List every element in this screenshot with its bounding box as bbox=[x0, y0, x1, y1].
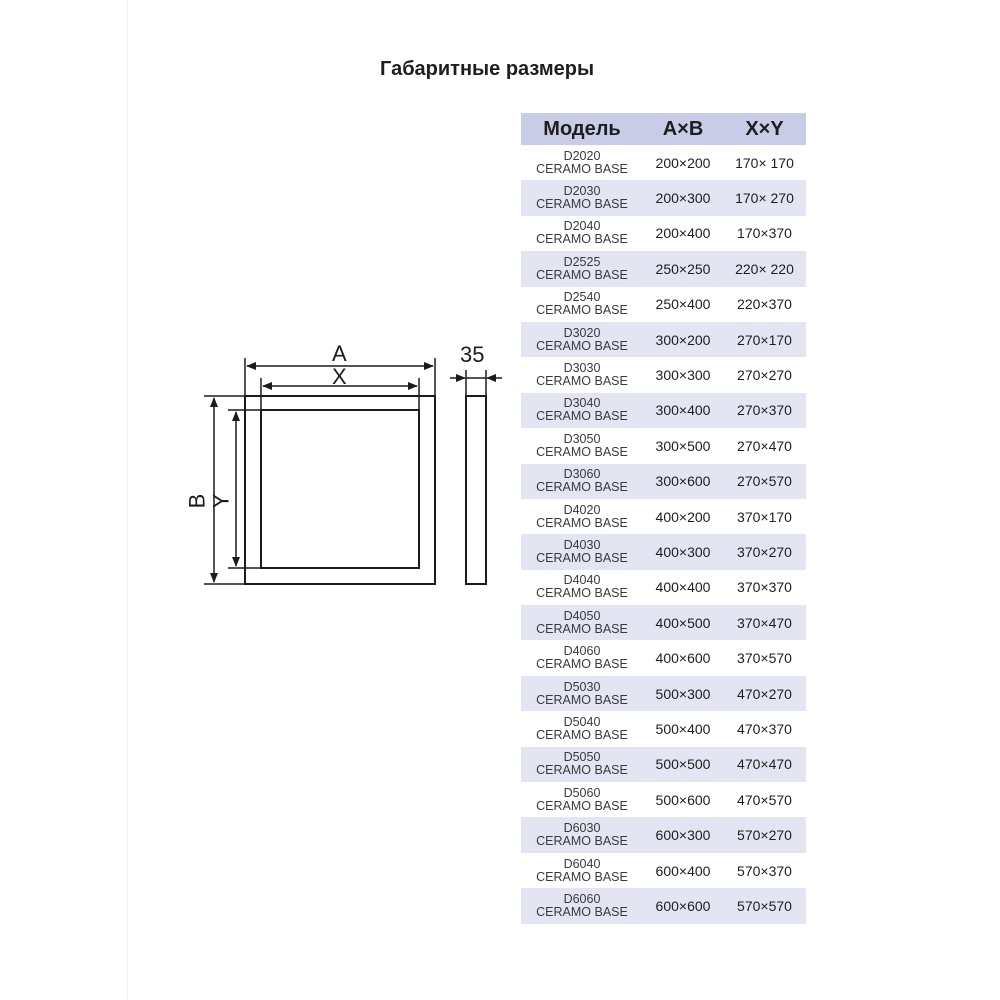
model-code: D3060 bbox=[563, 467, 601, 482]
model-code: D2020 bbox=[563, 148, 601, 163]
xy-cell: 220× 220 bbox=[735, 260, 794, 277]
model-code: D6060 bbox=[563, 891, 601, 906]
ab-cell: 500×300 bbox=[655, 685, 711, 702]
model-code: D4050 bbox=[563, 608, 601, 623]
model-code: D2540 bbox=[563, 290, 601, 305]
model-cell bbox=[521, 433, 643, 459]
xy-cell: 170× 270 bbox=[735, 190, 794, 207]
model-code: D2030 bbox=[563, 184, 601, 199]
model-code: D4060 bbox=[563, 644, 601, 659]
model-code: D4040 bbox=[563, 573, 601, 588]
ab-cell: 500×400 bbox=[655, 720, 711, 737]
xy-cell: 270×470 bbox=[737, 437, 792, 454]
dimension-label-a: A bbox=[332, 341, 347, 366]
model-cell bbox=[521, 539, 643, 565]
dimension-label-b: B bbox=[184, 493, 210, 509]
table-row bbox=[521, 499, 806, 534]
model-cell bbox=[521, 716, 643, 742]
model-series: CERAMO BASE bbox=[536, 480, 628, 495]
xy-cell: 570×370 bbox=[737, 862, 792, 879]
table-row bbox=[521, 605, 806, 640]
table-header bbox=[521, 113, 806, 145]
xy-cell: 370×470 bbox=[737, 614, 792, 631]
page-margin-line bbox=[127, 0, 128, 1000]
ab-cell: 500×500 bbox=[655, 756, 711, 773]
dimension-drawing bbox=[184, 330, 520, 600]
model-cell bbox=[521, 893, 643, 919]
xy-cell: 270×170 bbox=[737, 331, 792, 348]
ab-cell: 400×300 bbox=[655, 543, 711, 560]
model-cell bbox=[521, 681, 643, 707]
table-row bbox=[521, 393, 806, 428]
xy-cell: 370×370 bbox=[737, 579, 792, 596]
model-code: D5060 bbox=[563, 785, 601, 800]
ab-cell: 200×200 bbox=[655, 154, 711, 171]
model-series: CERAMO BASE bbox=[536, 798, 628, 813]
model-cell bbox=[521, 291, 643, 317]
header-model: Модель bbox=[543, 117, 621, 140]
model-cell bbox=[521, 751, 643, 777]
model-cell bbox=[521, 504, 643, 530]
table-row bbox=[521, 357, 806, 392]
dimension-label-depth: 35 bbox=[460, 342, 485, 367]
model-code: D3030 bbox=[563, 361, 601, 376]
xy-cell: 570×570 bbox=[737, 897, 792, 914]
model-series: CERAMO BASE bbox=[536, 869, 628, 884]
model-code: D2525 bbox=[563, 254, 601, 269]
model-series: CERAMO BASE bbox=[536, 692, 628, 707]
table-row bbox=[521, 711, 806, 746]
xy-cell: 470×570 bbox=[737, 791, 792, 808]
xy-cell: 370×270 bbox=[737, 543, 792, 560]
model-series: CERAMO BASE bbox=[536, 409, 628, 424]
ab-cell: 400×400 bbox=[655, 579, 711, 596]
ab-cell: 250×400 bbox=[655, 296, 711, 313]
ab-cell: 400×500 bbox=[655, 614, 711, 631]
model-cell bbox=[521, 397, 643, 423]
table-row bbox=[521, 464, 806, 499]
inner-frame bbox=[261, 410, 419, 568]
model-code: D5030 bbox=[563, 679, 601, 694]
ab-cell: 200×300 bbox=[655, 190, 711, 207]
dimensions-table bbox=[521, 113, 806, 924]
page-title: Габаритные размеры bbox=[380, 58, 595, 80]
ab-cell: 300×300 bbox=[655, 367, 711, 384]
xy-cell: 470×370 bbox=[737, 720, 792, 737]
hatch-diagram bbox=[190, 330, 520, 600]
model-cell bbox=[521, 645, 643, 671]
table-row bbox=[521, 534, 806, 569]
model-cell bbox=[521, 610, 643, 636]
model-cell bbox=[521, 362, 643, 388]
table-row bbox=[521, 216, 806, 251]
xy-cell: 470×470 bbox=[737, 756, 792, 773]
model-cell bbox=[521, 574, 643, 600]
ab-cell: 300×500 bbox=[655, 437, 711, 454]
table-row bbox=[521, 251, 806, 286]
ab-cell: 500×600 bbox=[655, 791, 711, 808]
table-row bbox=[521, 322, 806, 357]
model-series: CERAMO BASE bbox=[536, 904, 628, 919]
xy-cell: 170×370 bbox=[737, 225, 792, 242]
xy-cell: 220×370 bbox=[737, 296, 792, 313]
model-cell bbox=[521, 220, 643, 246]
model-code: D3020 bbox=[563, 325, 601, 340]
table-row bbox=[521, 180, 806, 215]
model-cell bbox=[521, 822, 643, 848]
ab-cell: 600×400 bbox=[655, 862, 711, 879]
model-series: CERAMO BASE bbox=[536, 161, 628, 176]
ab-cell: 300×400 bbox=[655, 402, 711, 419]
table-row bbox=[521, 145, 806, 180]
model-series: CERAMO BASE bbox=[536, 444, 628, 459]
model-cell bbox=[521, 327, 643, 353]
dimension-label-y: Y bbox=[208, 493, 234, 509]
table-row bbox=[521, 287, 806, 322]
table-row bbox=[521, 853, 806, 888]
table-body bbox=[521, 145, 806, 924]
table-row bbox=[521, 428, 806, 463]
model-series: CERAMO BASE bbox=[536, 515, 628, 530]
model-cell bbox=[521, 858, 643, 884]
model-series: CERAMO BASE bbox=[536, 727, 628, 742]
model-code: D6030 bbox=[563, 821, 601, 836]
model-series: CERAMO BASE bbox=[536, 621, 628, 636]
model-code: D4030 bbox=[563, 537, 601, 552]
ab-cell: 600×300 bbox=[655, 827, 711, 844]
ab-cell: 600×600 bbox=[655, 897, 711, 914]
model-series: CERAMO BASE bbox=[536, 197, 628, 212]
side-profile bbox=[466, 396, 486, 584]
xy-cell: 270×570 bbox=[737, 473, 792, 490]
xy-cell: 570×270 bbox=[737, 827, 792, 844]
ab-cell: 400×200 bbox=[655, 508, 711, 525]
model-code: D3040 bbox=[563, 396, 601, 411]
table-row bbox=[521, 570, 806, 605]
table-row bbox=[521, 747, 806, 782]
model-series: CERAMO BASE bbox=[536, 303, 628, 318]
ab-cell: 200×400 bbox=[655, 225, 711, 242]
ab-cell: 250×250 bbox=[655, 260, 711, 277]
model-series: CERAMO BASE bbox=[536, 550, 628, 565]
xy-cell: 270×270 bbox=[737, 367, 792, 384]
xy-cell: 470×270 bbox=[737, 685, 792, 702]
ab-cell: 400×600 bbox=[655, 650, 711, 667]
ab-cell: 300×600 bbox=[655, 473, 711, 490]
header-xy: X×Y bbox=[745, 117, 784, 140]
table-row bbox=[521, 817, 806, 852]
table-row bbox=[521, 676, 806, 711]
model-cell bbox=[521, 256, 643, 282]
table-row bbox=[521, 640, 806, 675]
model-code: D2040 bbox=[563, 219, 601, 234]
table-row bbox=[521, 888, 806, 923]
model-code: D3050 bbox=[563, 431, 601, 446]
xy-cell: 370×170 bbox=[737, 508, 792, 525]
xy-cell: 270×370 bbox=[737, 402, 792, 419]
model-series: CERAMO BASE bbox=[536, 338, 628, 353]
xy-cell: 170× 170 bbox=[735, 154, 794, 171]
model-code: D5050 bbox=[563, 750, 601, 765]
model-cell bbox=[521, 150, 643, 176]
dimension-label-x: X bbox=[332, 364, 347, 389]
model-series: CERAMO BASE bbox=[536, 267, 628, 282]
model-series: CERAMO BASE bbox=[536, 834, 628, 849]
model-series: CERAMO BASE bbox=[536, 232, 628, 247]
model-series: CERAMO BASE bbox=[536, 657, 628, 672]
outer-frame bbox=[245, 396, 435, 584]
model-code: D4020 bbox=[563, 502, 601, 517]
header-ab: A×B bbox=[662, 117, 704, 140]
model-cell bbox=[521, 787, 643, 813]
model-series: CERAMO BASE bbox=[536, 763, 628, 778]
ab-cell: 300×200 bbox=[655, 331, 711, 348]
model-series: CERAMO BASE bbox=[536, 374, 628, 389]
xy-cell: 370×570 bbox=[737, 650, 792, 667]
model-cell bbox=[521, 468, 643, 494]
model-series: CERAMO BASE bbox=[536, 586, 628, 601]
table-row bbox=[521, 782, 806, 817]
model-code: D6040 bbox=[563, 856, 601, 871]
model-code: D5040 bbox=[563, 714, 601, 729]
model-cell bbox=[521, 185, 643, 211]
